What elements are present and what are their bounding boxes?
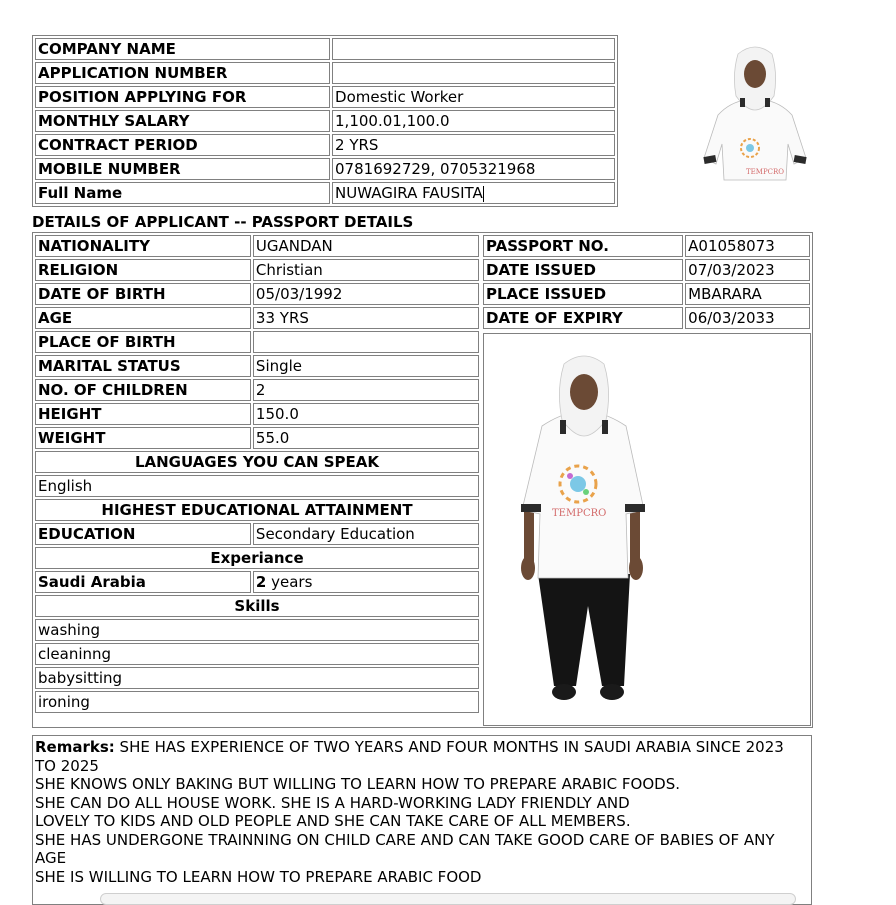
experience-heading-row [35, 547, 479, 569]
position-value: Domestic Worker [332, 86, 615, 108]
place-issued-value: MBARARA [685, 283, 810, 305]
marital-status-row [35, 355, 479, 377]
header-table [32, 35, 618, 207]
remarks-line: SHE HAS UNDERGONE TRAINNING ON CHILD CARE AND CAN TAKE GOOD CARE OF BABIES OF ANY AGE [35, 830, 775, 867]
experience-heading: Experiance [35, 547, 479, 569]
text-caret [483, 186, 484, 202]
applicant-photo-full-frame [483, 333, 811, 726]
weight-row [35, 427, 479, 449]
passport-details-table [481, 233, 812, 331]
children-row [35, 379, 479, 401]
date-issued-row [483, 259, 810, 281]
height-value: 150.0 [253, 403, 479, 425]
mobile-row [35, 158, 615, 180]
experience-years-number: 2 [255, 573, 267, 591]
language-value: English [35, 475, 479, 497]
date-of-expiry-value: 06/03/2033 [685, 307, 810, 329]
contract-label: CONTRACT PERIOD [35, 134, 330, 156]
passport-no-label: PASSPORT NO. [483, 235, 683, 257]
date-issued-value: 07/03/2023 [685, 259, 810, 281]
full-name-row [35, 182, 615, 204]
skill-row [35, 691, 479, 713]
shirt-logo-text-full: TEMPCRO [552, 508, 607, 519]
education-label: EDUCATION [35, 523, 251, 545]
shirt-logo-text-small: TEMPCRO [746, 168, 785, 176]
passport-no-row [483, 235, 810, 257]
dob-row [35, 283, 479, 305]
full-name-field[interactable] [332, 182, 615, 204]
position-label: POSITION APPLYING FOR [35, 86, 330, 108]
skills-heading: Skills [35, 595, 479, 617]
height-label: HEIGHT [35, 403, 251, 425]
age-row [35, 307, 479, 329]
experience-years-unit: years [266, 573, 313, 591]
date-of-expiry-row [483, 307, 810, 329]
language-row [35, 475, 479, 497]
skill-row [35, 619, 479, 641]
full-name-value: NUWAGIRA FAUSITA [335, 184, 483, 202]
remarks-label: Remarks: [35, 738, 115, 756]
skill-item: babysitting [35, 667, 479, 689]
skill-item: ironing [35, 691, 479, 713]
education-row [35, 523, 479, 545]
application-number-row [35, 62, 615, 84]
place-issued-row [483, 283, 810, 305]
nationality-label: NATIONALITY [35, 235, 251, 257]
remarks-line-0: SHE HAS EXPERIENCE OF TWO YEARS AND FOUR MONTHS IN SAUDI ARABIA SINCE 2023 TO 2025 [35, 738, 784, 775]
weight-value: 55.0 [253, 427, 479, 449]
contract-row [35, 134, 615, 156]
height-row [35, 403, 479, 425]
nationality-value: UGANDAN [253, 235, 479, 257]
applicant-portrait-small-image [700, 40, 810, 185]
religion-value: Christian [253, 259, 479, 281]
age-label: AGE [35, 307, 251, 329]
place-of-birth-row [35, 331, 479, 353]
application-number-value [332, 62, 615, 84]
salary-label: MONTHLY SALARY [35, 110, 330, 132]
nationality-row [35, 235, 479, 257]
education-value: Secondary Education [253, 523, 479, 545]
experience-years [253, 571, 479, 593]
section-title: DETAILS OF APPLICANT -- PASSPORT DETAILS [32, 213, 414, 231]
skill-row [35, 667, 479, 689]
place-issued-label: PLACE ISSUED [483, 283, 683, 305]
company-name-row [35, 38, 615, 60]
children-value: 2 [253, 379, 479, 401]
personal-details-table [33, 233, 481, 715]
experience-country: Saudi Arabia [35, 571, 251, 593]
remarks-line: SHE KNOWS ONLY BAKING BUT WILLING TO LEARN HOW TO PREPARE ARABIC FOODS. [35, 775, 680, 793]
weight-label: WEIGHT [35, 427, 251, 449]
remarks-box [32, 735, 812, 905]
salary-value: 1,100.01,100.0 [332, 110, 615, 132]
remarks-line: SHE IS WILLING TO LEARN HOW TO PREPARE ARABIC FOOD [35, 867, 482, 886]
remarks-line: SHE CAN DO ALL HOUSE WORK. SHE IS A HARD-WORKING LADY FRIENDLY AND [35, 793, 630, 812]
company-name-value [332, 38, 615, 60]
full-name-label: Full Name [35, 182, 330, 204]
dob-label: DATE OF BIRTH [35, 283, 251, 305]
remarks-first-line [35, 738, 809, 775]
remarks-line: LOVELY TO KIDS AND OLD PEOPLE AND SHE CAN TAKE CARE OF ALL MEMBERS. [35, 812, 631, 830]
position-row [35, 86, 615, 108]
contract-value: 2 YRS [332, 134, 615, 156]
religion-row [35, 259, 479, 281]
application-number-label: APPLICATION NUMBER [35, 62, 330, 84]
skill-item: washing [35, 619, 479, 641]
date-issued-label: DATE ISSUED [483, 259, 683, 281]
experience-row [35, 571, 479, 593]
skill-item: cleaninng [35, 643, 479, 665]
place-of-birth-value [253, 331, 479, 353]
languages-heading: LANGUAGES YOU CAN SPEAK [35, 451, 479, 473]
passport-no-value: A01058073 [685, 235, 810, 257]
education-heading: HIGHEST EDUCATIONAL ATTAINMENT [35, 499, 479, 521]
education-heading-row [35, 499, 479, 521]
marital-status-label: MARITAL STATUS [35, 355, 251, 377]
religion-label: RELIGION [35, 259, 251, 281]
applicant-photo-small [700, 40, 810, 185]
age-value: 33 YRS [253, 307, 479, 329]
applicant-portrait-full-image [484, 334, 810, 725]
dob-value: 05/03/1992 [253, 283, 479, 305]
mobile-label: MOBILE NUMBER [35, 158, 330, 180]
skill-row [35, 643, 479, 665]
marital-status-value: Single [253, 355, 479, 377]
mobile-value: 0781692729, 0705321968 [332, 158, 615, 180]
place-of-birth-label: PLACE OF BIRTH [35, 331, 251, 353]
date-of-expiry-label: DATE OF EXPIRY [483, 307, 683, 329]
languages-heading-row [35, 451, 479, 473]
company-name-label: COMPANY NAME [35, 38, 330, 60]
bottom-partial-bar [100, 893, 796, 905]
salary-row [35, 110, 615, 132]
skills-heading-row [35, 595, 479, 617]
children-label: NO. OF CHILDREN [35, 379, 251, 401]
